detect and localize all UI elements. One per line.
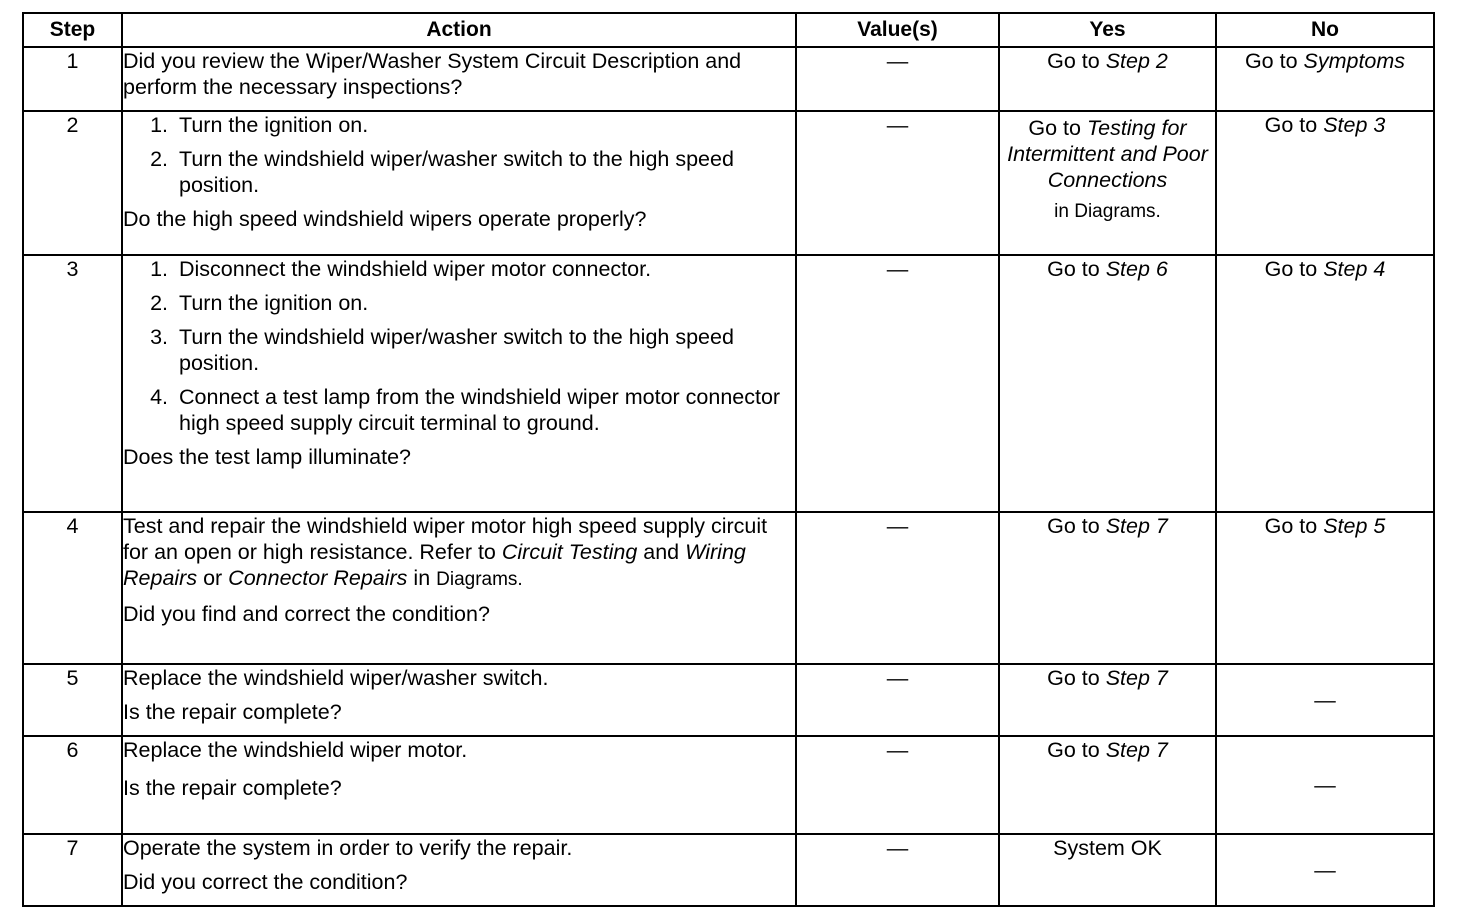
table-row — [23, 664, 1434, 736]
no-cell: — — [1216, 736, 1434, 834]
no-cell: — — [1216, 664, 1434, 736]
header-no: No — [1216, 13, 1434, 47]
action-question: Is the repair complete? — [123, 700, 342, 724]
table-row — [23, 111, 1434, 255]
action-question: Did you review the Wiper/Washer System Circuit Description and perform the necessary inspections? — [123, 49, 742, 99]
yes-link[interactable]: Step 7 — [1105, 666, 1168, 690]
table-row — [23, 47, 1434, 111]
yes-cell — [999, 255, 1216, 512]
yes-prefix: Go to — [1047, 49, 1106, 73]
yes-link[interactable]: Step 2 — [1105, 49, 1168, 73]
action-instruction: Operate the system in order to verify the repair. — [123, 836, 573, 860]
value-cell: — — [796, 47, 999, 111]
yes-cell — [999, 736, 1216, 834]
step-number: 2 — [23, 111, 122, 255]
step-number: 6 — [23, 736, 122, 834]
step-number: 1 — [23, 47, 122, 111]
yes-prefix: Go to — [1047, 738, 1106, 762]
no-cell — [1216, 47, 1434, 111]
action-step-item: 2. Turn the ignition on. — [150, 291, 369, 315]
yes-link[interactable]: Testing for Intermittent and Poor Connections — [1007, 116, 1208, 192]
action-step-item: 1. Disconnect the windshield wiper motor connector. — [150, 257, 652, 281]
value-cell: — — [796, 736, 999, 834]
action-step-item: 3. Turn the windshield wiper/washer switch to the high speed position. — [150, 325, 734, 375]
action-steps — [123, 112, 795, 198]
header-values: Value(s) — [796, 13, 999, 47]
no-prefix: Go to — [1244, 49, 1304, 73]
value-cell: — — [796, 834, 999, 906]
value-cell: — — [796, 512, 999, 664]
action-instruction: Replace the windshield wiper/washer switch. — [123, 666, 549, 690]
diagnostic-table — [22, 12, 1435, 907]
no-cell: — — [1216, 834, 1434, 906]
yes-cell — [999, 111, 1216, 255]
action-cell — [122, 111, 796, 255]
header-yes: Yes — [999, 13, 1216, 47]
no-link[interactable]: Step 3 — [1323, 113, 1386, 137]
action-question: Did you find and correct the condition? — [123, 602, 490, 626]
link-connector-repairs[interactable]: Connector Repairs — [228, 566, 408, 590]
no-cell — [1216, 255, 1434, 512]
table-row — [23, 736, 1434, 834]
value-cell: — — [796, 111, 999, 255]
header-row — [23, 13, 1434, 47]
yes-cell — [999, 47, 1216, 111]
no-prefix: Go to — [1264, 514, 1324, 538]
action-cell — [122, 736, 796, 834]
action-step-item: 4. Connect a test lamp from the windshield wiper motor connector high speed supply circuit terminal to ground. — [150, 385, 781, 435]
link-circuit-testing[interactable]: Circuit Testing — [501, 540, 638, 564]
action-instruction: Replace the windshield wiper motor. — [123, 738, 468, 762]
value-cell: — — [796, 664, 999, 736]
action-step-item: 1. Turn the ignition on. — [150, 113, 369, 137]
action-cell — [122, 255, 796, 512]
no-link[interactable]: Step 5 — [1323, 514, 1386, 538]
yes-suffix: in Diagrams. — [1054, 201, 1161, 222]
action-question: Did you correct the condition? — [123, 870, 408, 894]
action-step-item: 2. Turn the windshield wiper/washer switch to the high speed position. — [150, 147, 734, 197]
no-link[interactable]: Symptoms — [1303, 49, 1406, 73]
action-steps — [123, 256, 795, 436]
action-cell — [122, 664, 796, 736]
header-action: Action — [122, 13, 796, 47]
action-instruction: Test and repair the windshield wiper motor high speed supply circuit for an open or high resistance. Refer to Circuit Testing and Wiring Repairs or Connector Repairs in Diagrams. — [123, 514, 768, 590]
action-cell — [122, 834, 796, 906]
no-prefix: Go to — [1264, 257, 1324, 281]
step-number: 5 — [23, 664, 122, 736]
no-cell — [1216, 512, 1434, 664]
value-cell: — — [796, 255, 999, 512]
action-cell — [122, 512, 796, 664]
action-question: Does the test lamp illuminate? — [123, 445, 412, 469]
header-step: Step — [23, 13, 122, 47]
yes-link[interactable]: Step 6 — [1105, 257, 1168, 281]
step-number: 3 — [23, 255, 122, 512]
action-cell — [122, 47, 796, 111]
step-number: 7 — [23, 834, 122, 906]
no-prefix: Go to — [1264, 113, 1324, 137]
yes-cell: System OK — [999, 834, 1216, 906]
yes-prefix: Go to — [1028, 116, 1087, 140]
no-link[interactable]: Step 4 — [1323, 257, 1386, 281]
yes-cell — [999, 664, 1216, 736]
link-wiring-repairs[interactable]: Wiring Repairs — [123, 540, 746, 590]
yes-cell — [999, 512, 1216, 664]
yes-prefix: Go to — [1047, 666, 1106, 690]
yes-link[interactable]: Step 7 — [1105, 738, 1168, 762]
action-question: Is the repair complete? — [123, 776, 342, 800]
table-row — [23, 255, 1434, 512]
step-number: 4 — [23, 512, 122, 664]
table-row — [23, 834, 1434, 906]
yes-link[interactable]: Step 7 — [1105, 514, 1168, 538]
action-question: Do the high speed windshield wipers operate properly? — [123, 207, 647, 231]
yes-prefix: Go to — [1047, 257, 1106, 281]
no-cell — [1216, 111, 1434, 255]
yes-prefix: Go to — [1047, 514, 1106, 538]
table-row — [23, 512, 1434, 664]
